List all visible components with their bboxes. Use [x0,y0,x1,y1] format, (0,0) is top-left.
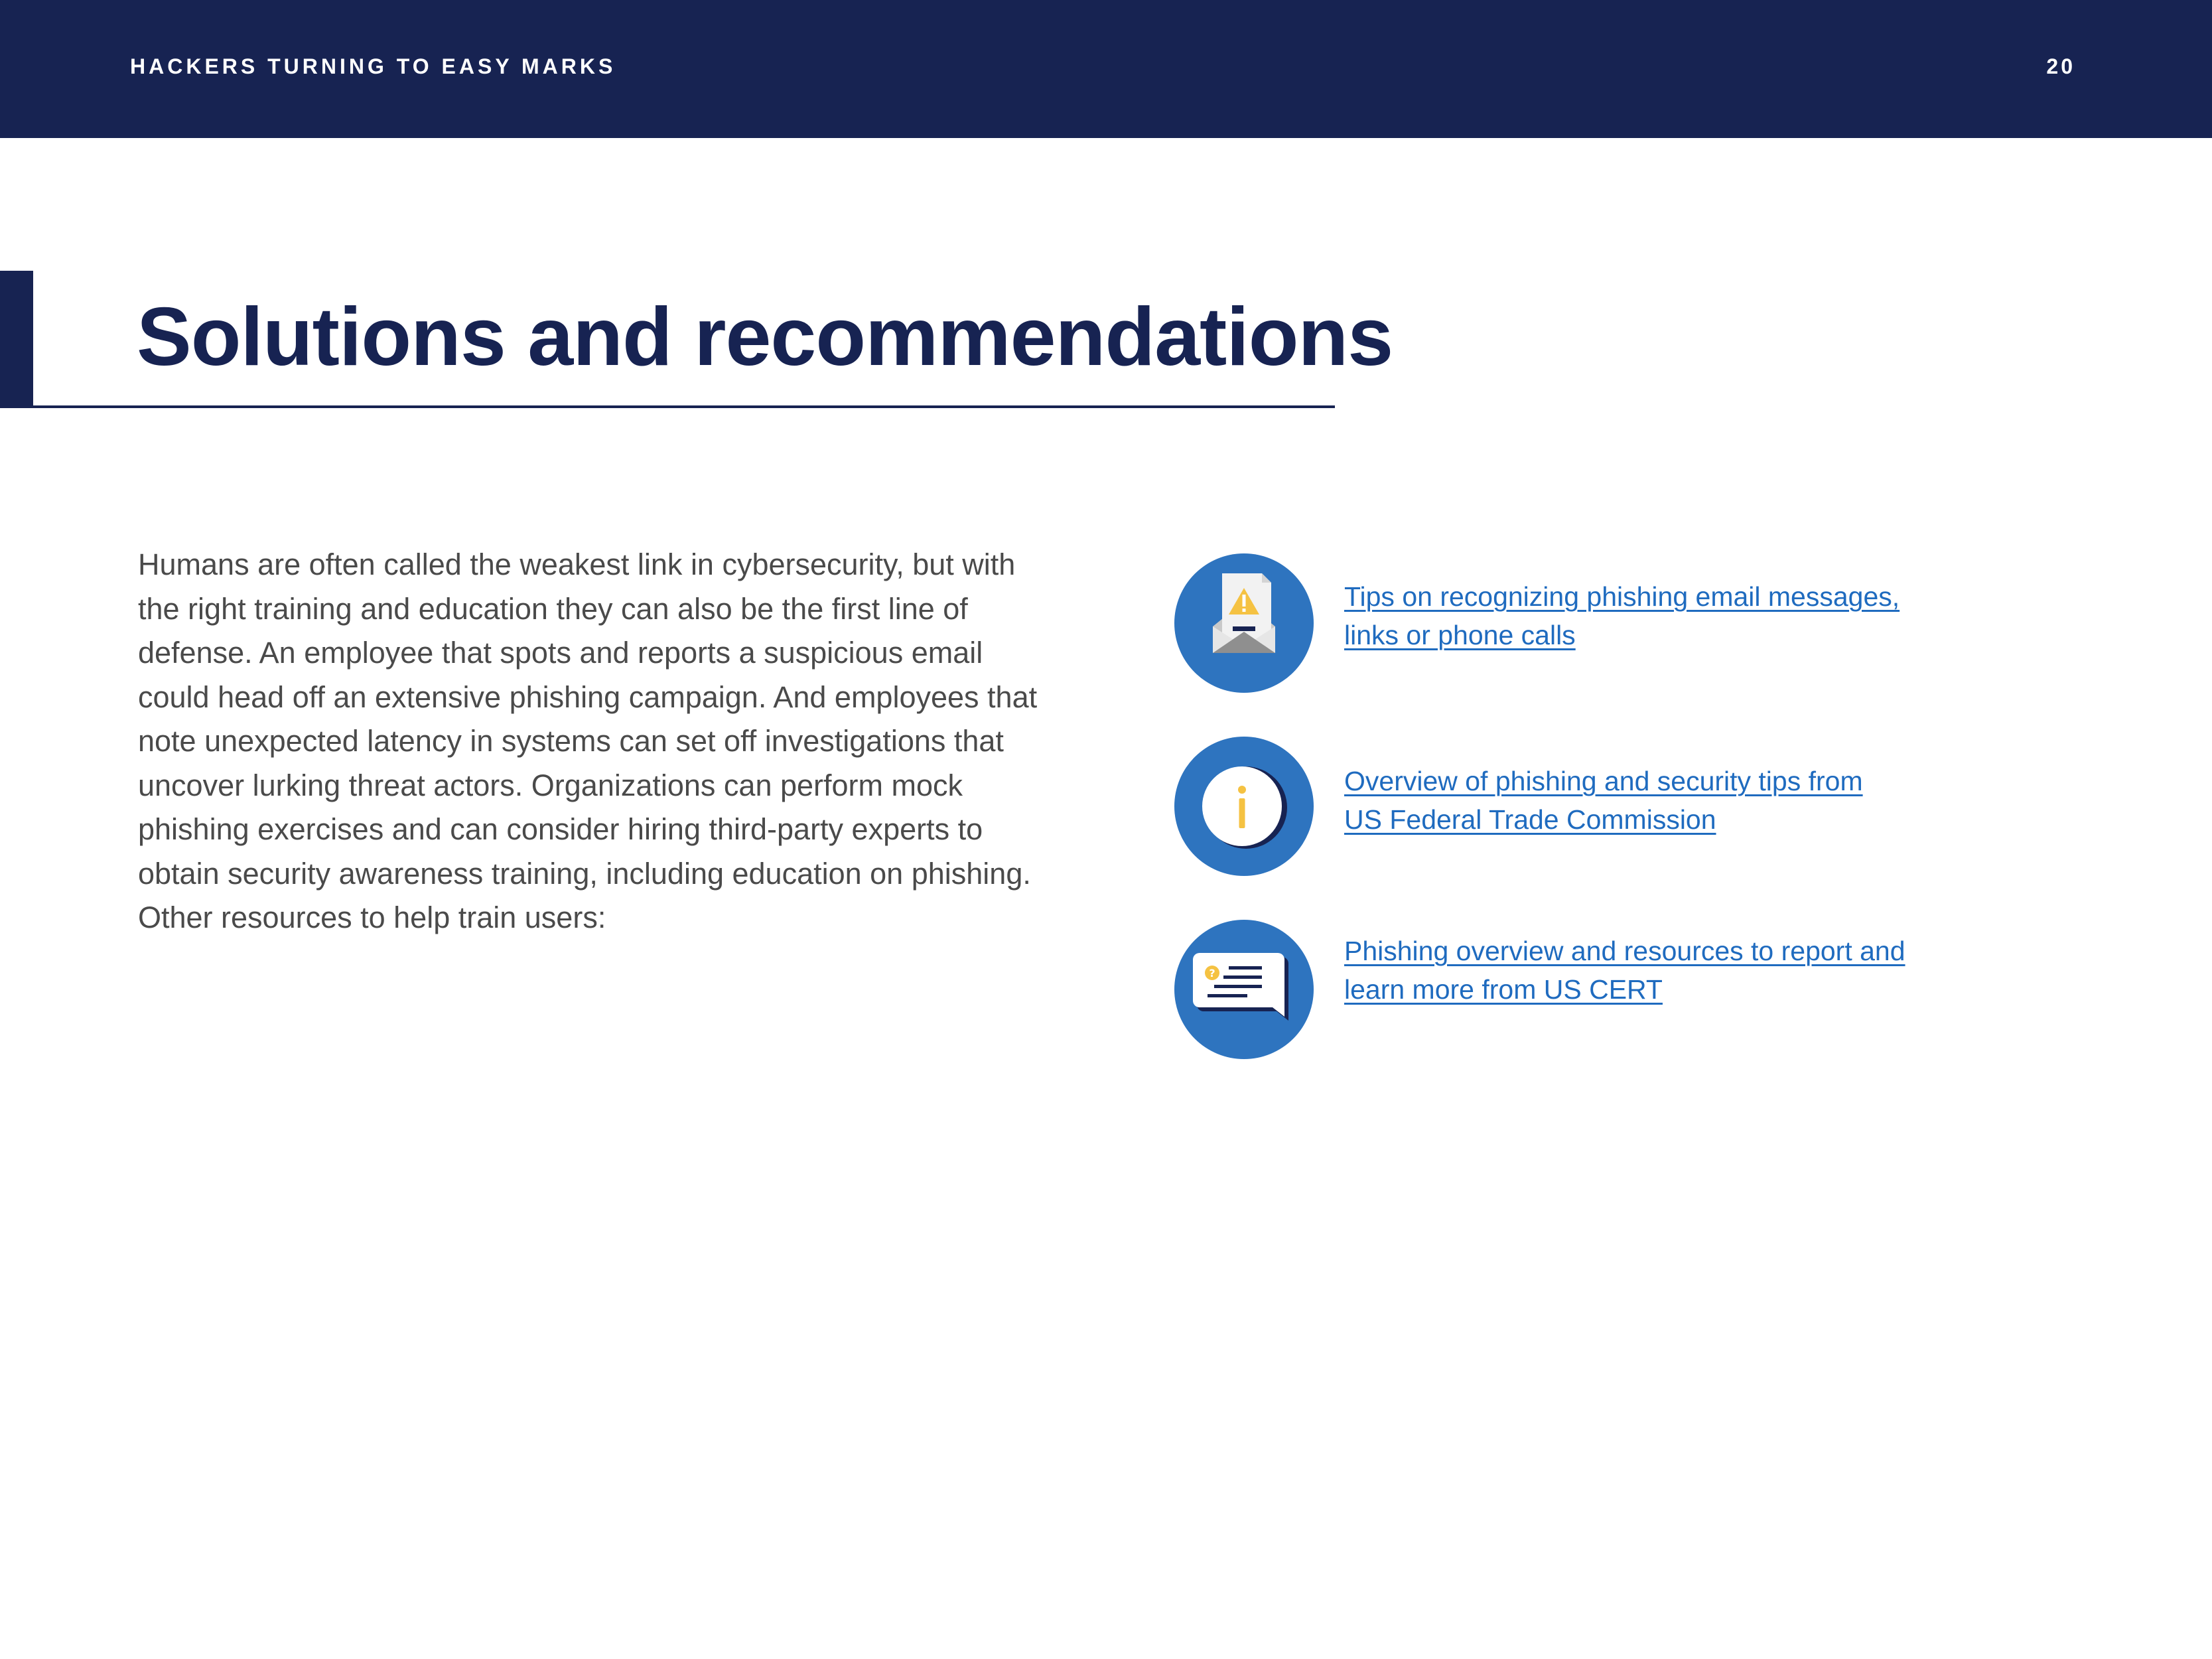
message-bubble-icon [1174,920,1314,1059]
link-line-2: US Federal Trade Commission [1344,804,1716,835]
svg-text:?: ? [1209,967,1215,979]
resource-item-phishing-tips [1174,553,1970,693]
link-line-1: Tips on recognizing phishing email messages, [1344,581,1900,612]
link-us-cert[interactable] [1344,932,1941,1009]
link-line-1: Phishing overview and resources to report and [1344,936,1905,966]
link-ftc-overview[interactable] [1344,762,1941,839]
link-phishing-tips[interactable] [1344,577,1941,654]
resource-item-us-cert [1174,920,1970,1059]
heading-accent-block [0,271,33,407]
body-paragraph: Humans are often called the weakest link in cybersecurity, but with the right training and education they can also be the first line of defense. An employee that spots and reports a suspicious email could head off an extensive phishing campaign. And employees that note unexpected latency in systems can set off investigations that uncover lurking threat actors. Organizations can perform mock phishing exercises and can consider hiring third-party experts to obtain security awareness training, including education on phishing. Other resources to help train users: [138,547,1038,934]
link-line-2: links or phone calls [1344,620,1576,650]
top-bar [0,0,2212,138]
info-icon [1174,737,1314,876]
link-line-1: Overview of phishing and security tips from [1344,766,1863,796]
resource-item-ftc [1174,737,1970,876]
link-line-2: learn more from US CERT [1344,974,1663,1005]
page-title: Solutions and recommendations [137,291,1393,383]
running-title: HACKERS TURNING TO EASY MARKS [130,54,616,78]
warning-envelope-icon [1174,553,1314,693]
page-number: 20 [2046,54,2075,78]
heading-underline [0,405,1335,408]
